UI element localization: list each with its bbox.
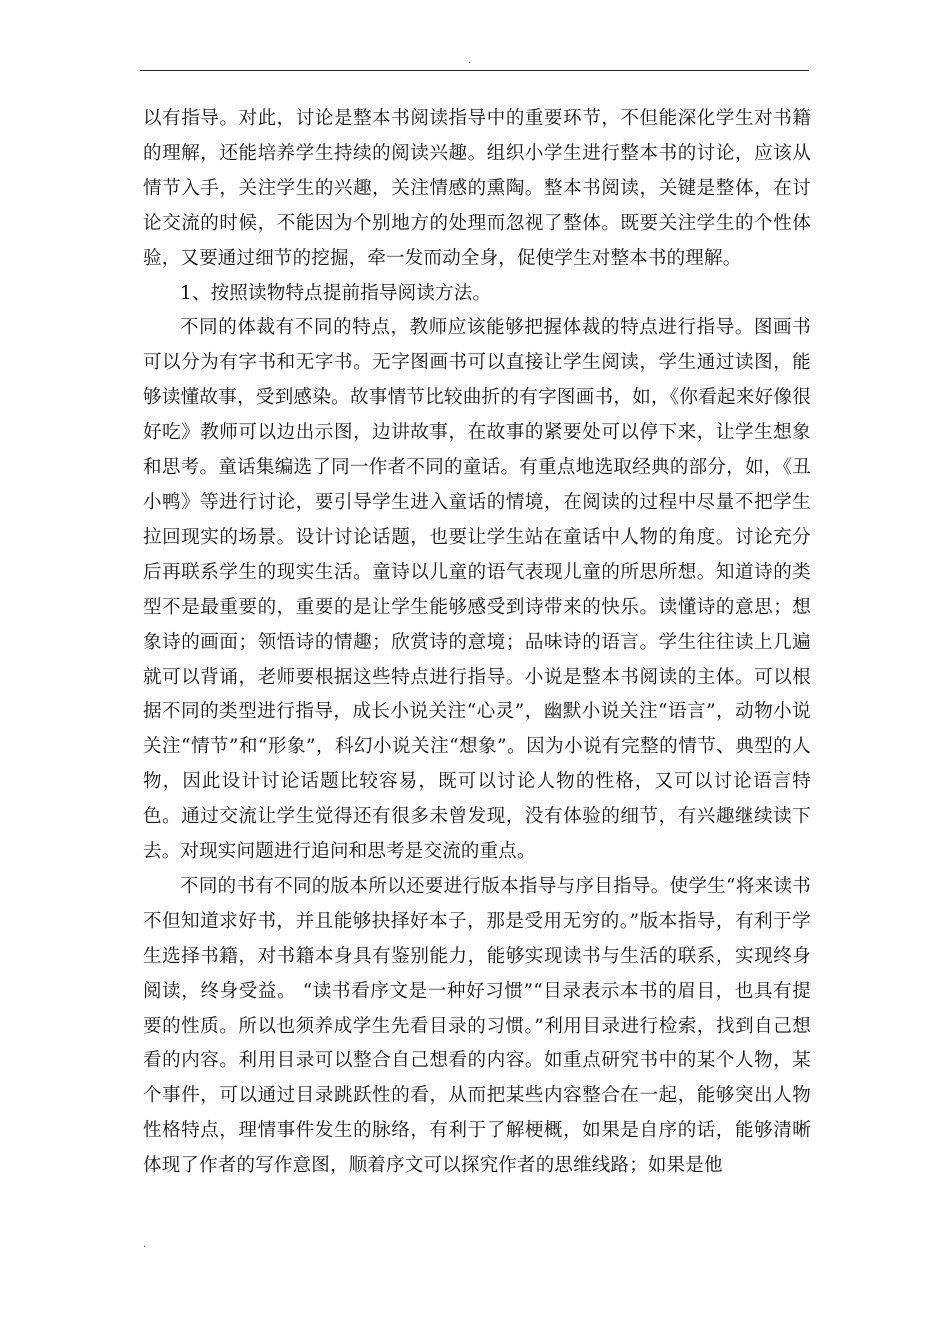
paragraph-3: 不同的体裁有不同的特点，教师应该能够把握体裁的特点进行指导。图画书可以分为有字书和无字书。无字图画书可以直接让学生阅读，学生通过读图，能够读懂故事，受到感染。故事情节比较曲折的有字图画书，如，《你看起来好像很好吃》教师可以边出示图，边讲故事，在故事的紧要处可以停下来，让学生想象和思考。童话集编选了同一作者不同的童话。有重点地选取经典的部分，如，《丑小鸭》等进行讨论，要引导学生进入童话的情境，在阅读的过程中尽量不把学生拉回现实的场景。设计讨论话题，也要让学生站在童话中人物的角度。讨论充分后再联系学生的现实生活。童诗以儿童的语气表现儿童的所思所想。知道诗的类型不是最重要的，重要的是让学生能够感受到诗带来的快乐。读懂诗的意思；想象诗的画面；领悟诗的情趣；欣赏诗的意境；品味诗的语言。学生往往读上几遍就可以背诵，老师要根据这些特点进行指导。小说是整本书阅读的主体。可以根据不同的类型进行指导，成长小说关注“心灵”，幽默小说关注“语言”，动物小说关注“情节”和“形象”，科幻小说关注“想象”。因为小说有完整的情节、典型的人物，因此设计讨论话题比较容易，既可以讨论人物的性格，又可以讨论语言特色。通过交流让学生觉得还有很多未曾发现，没有体验的细节，有兴趣继续读下去。对现实问题进行追问和思考是交流的重点。	[143, 317, 811, 863]
paragraph-1: 以有指导。对此，讨论是整本书阅读指导中的重要环节，不但能深化学生对书籍的理解，还能培养学生持续的阅读兴趣。组织小学生进行整本书的讨论，应该从情节入手，关注学生的兴趣，关注情感的熏陶。整本书阅读，关键是整体，在讨论交流的时候，不能因为个别地方的处理而忽视了整体。既要关注学生的个性体验，又要通过细节的挖掘，牵一发而动全身，促使学生对整本书的理解。	[143, 108, 811, 269]
header-rule	[140, 70, 809, 71]
paragraph-2-heading: 1、按照读物特点提前指导阅读方法。	[180, 282, 492, 304]
footer-mark: .	[143, 1239, 147, 1250]
header-mark: .	[468, 55, 472, 66]
document-body	[143, 102, 811, 1184]
paragraph-4: 不同的书有不同的版本所以还要进行版本指导与序目指导。使学生“将来读书不但知道求好书，并且能够抉择好本子，那是受用无穷的。”版本指导，有利于学生选择书籍，对书籍本身具有鉴别能力，能够实现读书与生活的联系，实现终身阅读，终身受益。 “读书看序文是一种好习惯”“目录表示本书的眉目，也具有提要的性质。所以也须养成学生先看目录的习惯。”利用目录进行检索，找到自己想看的内容。利用目录可以整合自己想看的内容。如重点研究书中的某个人物，某个事件，可以通过目录跳跃性的看，从而把某些内容整合在一起，能够突出人物性格特点，理情事件发生的脉络，有利于了解梗概，如果是自序的话，能够清晰体现了作者的写作意图，顺着序文可以探究作者的思维线路；如果是他	[143, 875, 811, 1177]
